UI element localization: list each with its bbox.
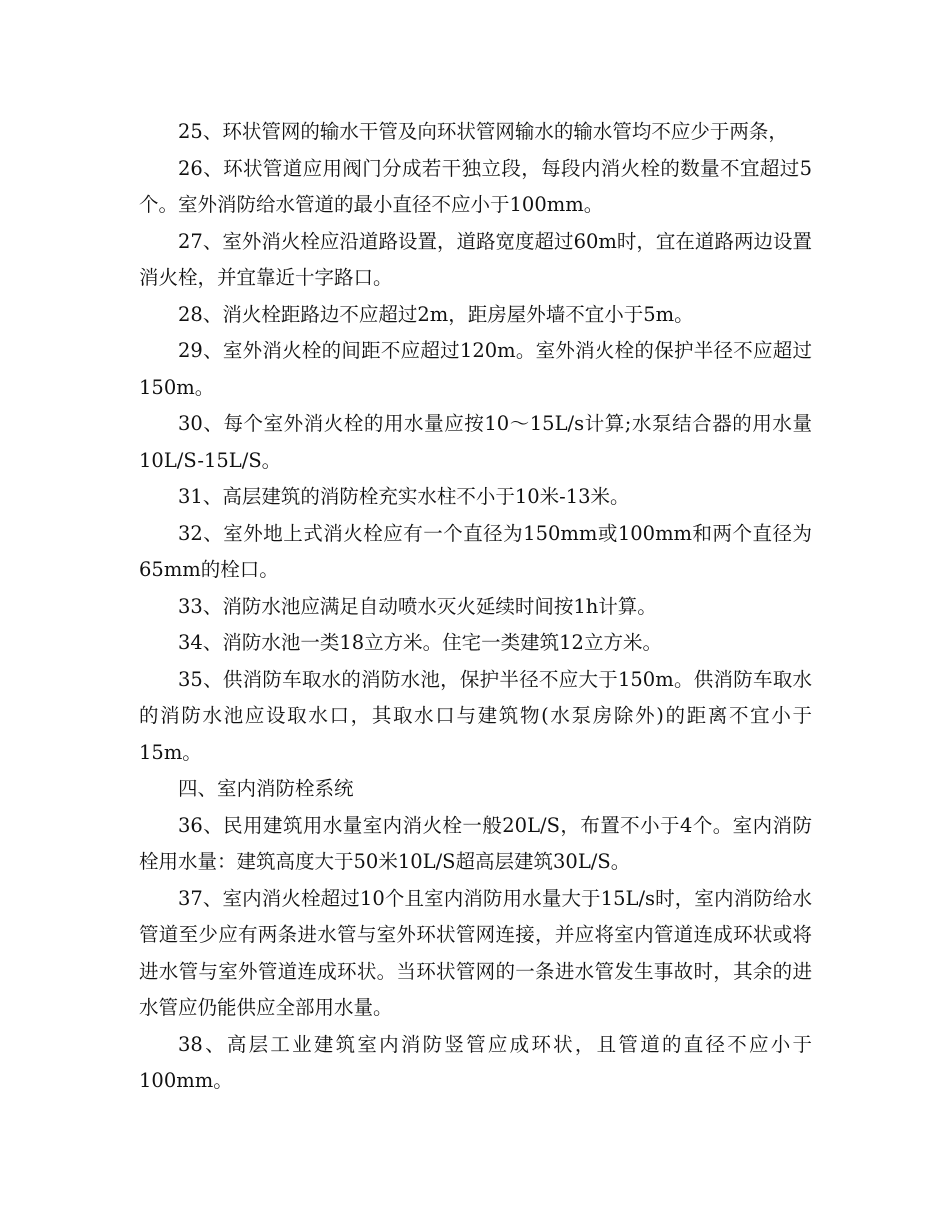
paragraph-32: 32、室外地上式消火栓应有一个直径为150mm或100mm和两个直径为65mm的栓口。 [139,521,812,581]
paragraph-35: 35、供消防车取水的消防水池，保护半径不应大于150m。供消防车取水的消防水池应设取水口，其取水口与建筑物(水泵房除外)的距离不宜小于15m。 [139,667,812,764]
paragraph-38: 38、高层工业建筑室内消防竖管应成环状，且管道的直径不应小于100mm。 [139,1032,812,1092]
paragraph-37: 37、室内消火栓超过10个且室内消防用水量大于15L/s时，室内消防给水管道至少应有两条进水管与室外环状管网连接，并应将室内管道连成环状或将进水管与室外管道连成环状。当环状管网的一条进水管发生事故时，其余的进水管应仍能供应全部用水量。 [139,886,812,1019]
paragraph-31: 31、高层建筑的消防栓充实水柱不小于10米-13米。 [178,485,630,508]
paragraph-26: 26、环状管道应用阀门分成若干独立段，每段内消火栓的数量不宜超过5个。室外消防给水管道的最小直径不应小于100mm。 [139,156,812,216]
paragraph-36: 36、民用建筑用水量室内消火栓一般20L/S，布置不小于4个。室内消防栓用水量：建筑高度大于50米10L/S超高层建筑30L/S。 [139,813,812,873]
paragraph-25: 25、环状管网的输水干管及向环状管网输水的输水管均不应少于两条， [178,120,788,143]
paragraph-29: 29、室外消火栓的间距不应超过120m。室外消火栓的保护半径不应超过150m。 [139,339,812,399]
section-heading: 四、室内消防栓系统 [178,777,354,800]
document-body [139,114,812,1100]
paragraph-28: 28、消火栓距路边不应超过2m，距房屋外墙不宜小于5m。 [178,302,694,326]
paragraph-34: 34、消防水池一类18立方米。住宅一类建筑12立方米。 [178,631,662,654]
paragraph-27: 27、室外消火栓应沿道路设置，道路宽度超过60m时，宜在道路两边设置消火栓，并宜靠近十字路口。 [139,229,812,289]
paragraph-33: 33、消防水池应满足自动喷水灭火延续时间按1h计算。 [178,594,657,618]
paragraph-30: 30、每个室外消火栓的用水量应按10～15L/s计算;水泵结合器的用水量10L/S-15L/S。 [139,412,812,472]
